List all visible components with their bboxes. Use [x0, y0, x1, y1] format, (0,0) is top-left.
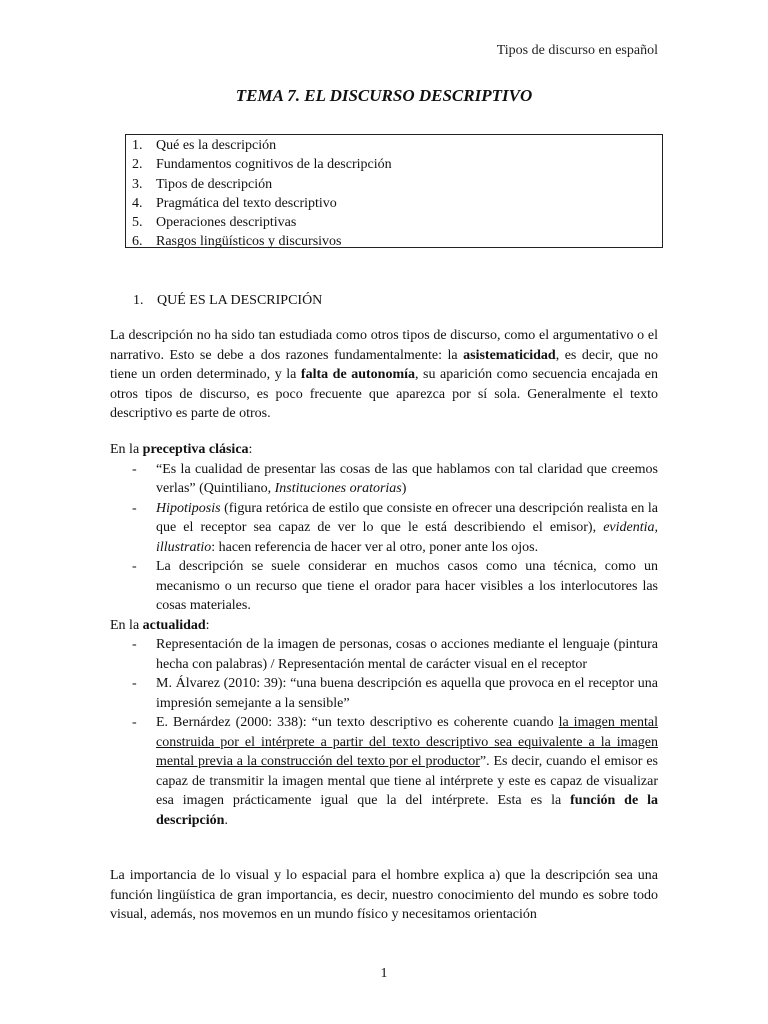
closing-paragraph: La importancia de lo visual y lo espacial para el hombre explica a) que la descripción sea una función lingüística de gran importancia, es decir, nuestro conocimiento del mundo es sobre todo visual, además, nos movemos en un mundo físico y necesitamos orientación: [110, 868, 658, 922]
underlined-quote: la imagen mental construida por el intérprete a partir del texto descriptivo sea equivalente a la imagen mental previa a la construcción del texto por el productor: [156, 715, 658, 769]
text-run: Representación de la imagen de personas, cosas o acciones mediante el lenguaje (pintura hecha con palabras) / Representación mental de carácter visual en el receptor: [156, 637, 658, 672]
section-title: QUÉ ES LA DESCRIPCIÓN: [157, 293, 323, 308]
bullet-dash: -: [132, 637, 137, 652]
table-of-contents: [125, 134, 663, 248]
lead-clasica: [110, 440, 658, 460]
document-title: TEMA 7. EL DISCURSO DESCRIPTIVO: [235, 86, 533, 105]
lead-actualidad: [110, 616, 658, 636]
text-run: E. Bernárdez (2000: 338): “un texto descriptivo es coherente cuando: [156, 715, 559, 730]
bold-term: asistematicidad: [463, 347, 556, 363]
list-actualidad: [110, 635, 658, 830]
intro-paragraph: [110, 326, 658, 424]
list-item: [110, 635, 658, 674]
running-header: Tipos de discurso en español: [496, 43, 658, 58]
text-run: (figura retórica de estilo que consiste en ofrecer una descripción realista en la que el receptor sea capaz de ver lo que le está describiendo el emisor),: [156, 500, 658, 535]
toc-label: Tipos de descripción: [156, 176, 273, 192]
definitions-block: [110, 440, 658, 830]
text-run: , su aparición como secuencia encajada en otros tipos de discurso, es poco frecuente que aparezca por sí sola. Generalmente el texto descriptivo es parte de otros.: [110, 367, 658, 421]
text-run: “Es la cualidad de presentar las cosas de las que hablamos con tal claridad que creemos verlas” (Quintiliano,: [156, 461, 658, 496]
toc-label: Rasgos lingüísticos y discursivos: [156, 234, 342, 250]
toc-number: 5.: [132, 215, 143, 231]
italic-term: Hipotiposis: [156, 500, 221, 516]
text-run: En la: [110, 442, 143, 457]
list-item: [110, 674, 658, 713]
bold-term: actualidad: [142, 617, 206, 633]
page-number: 1: [380, 966, 388, 981]
section-number: 1.: [133, 293, 144, 308]
list-item: [110, 499, 658, 558]
toc-number: 3.: [132, 176, 143, 192]
list-item: [110, 460, 658, 499]
text-run: M. Álvarez (2010: 39): “una buena descripción es aquella que provoca en el receptor una impresión semejante a la sensible”: [156, 676, 658, 711]
italic-term: Instituciones oratorias: [274, 481, 402, 496]
text-run: La descripción se suele considerar en muchos casos como una técnica, como un mecanismo o un recurso que tiene el orador para hacer visibles a los interlocutores las cosas materiales.: [156, 559, 658, 613]
italic-term: evidentia, illustratio: [156, 520, 658, 555]
text-run: , es decir, que no tiene un orden determinado, y la: [110, 347, 658, 382]
bullet-dash: -: [132, 676, 137, 691]
text-run: La descripción no ha sido tan estudiada como otros tipos de discurso, como el argumentativo o el narrativo. Esto se debe a dos razones fundamentalmente: la: [110, 328, 658, 363]
bold-term: función de la descripción: [156, 793, 658, 828]
toc-number: 2.: [132, 157, 143, 173]
toc-number: 4.: [132, 195, 143, 211]
bullet-dash: -: [132, 461, 137, 477]
toc-label: Fundamentos cognitivos de la descripción: [156, 157, 392, 173]
text-run: En la: [110, 617, 143, 633]
toc-number: 6.: [132, 234, 143, 250]
text-run: :: [248, 442, 253, 457]
toc-item: [132, 194, 662, 213]
text-run: :: [205, 617, 210, 633]
list-item: [110, 713, 658, 830]
toc-label: Pragmática del texto descriptivo: [156, 195, 337, 211]
toc-label: Qué es la descripción: [156, 138, 277, 153]
toc-item: [132, 155, 662, 174]
toc-item: [132, 175, 662, 194]
toc-item: [132, 136, 662, 155]
toc-item: [132, 213, 662, 232]
toc-item: [132, 232, 662, 251]
toc-number: 1.: [132, 138, 143, 153]
bullet-dash: -: [132, 715, 137, 730]
toc-label: Operaciones descriptivas: [156, 215, 297, 231]
bullet-dash: -: [132, 559, 137, 574]
text-run: : hacen referencia de hacer ver al otro, poner ante los ojos.: [211, 539, 539, 555]
bold-term: preceptiva clásica: [142, 442, 249, 457]
list-clasica: [110, 460, 658, 616]
text-run: .: [224, 812, 228, 828]
bold-term: falta de autonomía: [300, 367, 416, 382]
list-item: [110, 557, 658, 616]
section-heading: [133, 293, 322, 309]
text-run: ): [401, 481, 407, 496]
bullet-dash: -: [132, 500, 137, 516]
text-run: ”. Es decir, cuando el emisor es capaz de transmitir la imagen mental que tiene al intérprete y este es capaz de visualizar esa imagen prácticamente igual que la del intérprete. Esta es la: [156, 754, 658, 808]
